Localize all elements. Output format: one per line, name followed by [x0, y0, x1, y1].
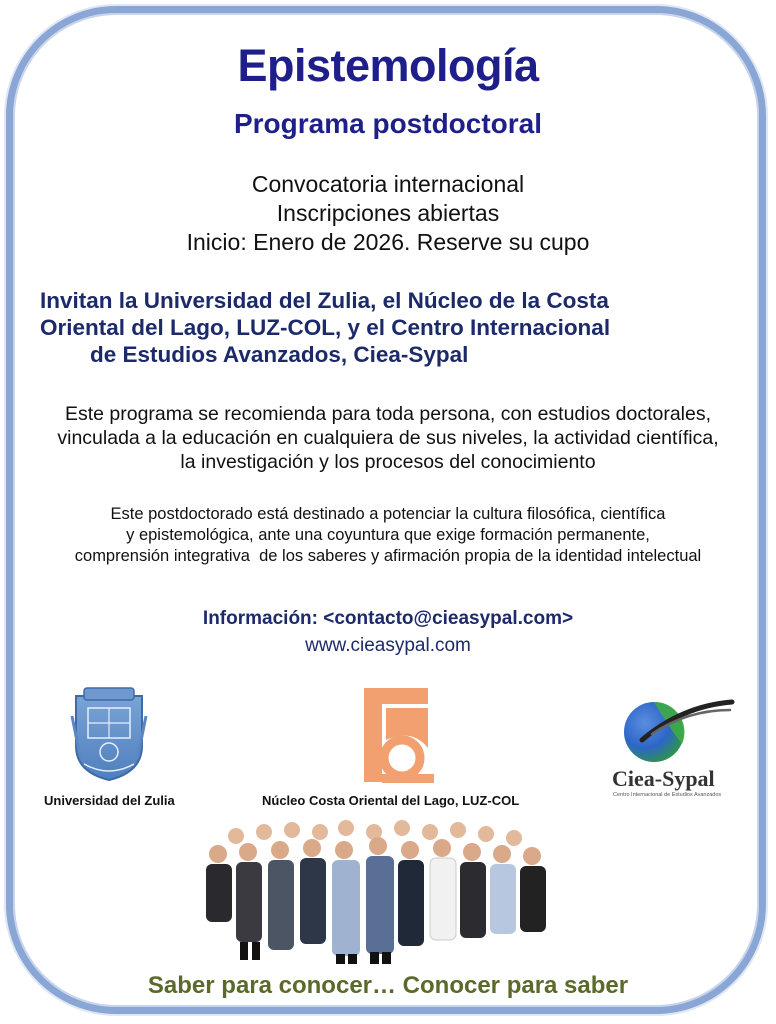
slogan: Saber para conocer… Conocer para saber [147, 972, 629, 999]
call-block [0, 170, 776, 257]
call-line-2: Inscripciones abiertas [276, 200, 500, 226]
ciea-sypal-wordmark: Ciea-Sypal [612, 766, 715, 791]
call-line-1: Convocatoria internacional [251, 171, 525, 197]
call-line-3: Inicio: Enero de 2026. Reserve su cupo [186, 229, 590, 255]
invite-line-1: Invitan la Universidad del Zulia, el Núcleo de la Costa [40, 288, 609, 313]
luz-coat-of-arms-logo [70, 686, 148, 782]
purpose-line-2: y epistemológica, ante una coyuntura que exige formación permanente, [126, 526, 650, 544]
luzcol-logo [362, 688, 436, 786]
page-title: Epistemología [237, 40, 539, 91]
invite-line-2: Oriental del Lago, LUZ-COL, y el Centro Internacional [40, 315, 611, 340]
ciea-sypal-subtitle: Centro Internacional de Estudios Avanzados [613, 792, 722, 798]
invitation-block [40, 287, 740, 368]
luzcol-caption: Núcleo Costa Oriental del Lago, LUZ-COL [262, 793, 520, 808]
recommendation-line-1: Este programa se recomienda para toda persona, con estudios doctorales, [64, 403, 712, 425]
page-subtitle: Programa postdoctoral [233, 108, 543, 139]
luz-caption: Universidad del Zulia [44, 793, 175, 808]
contact-email[interactable]: Información: <contacto@cieasypal.com> [202, 608, 574, 629]
purpose-line-1: Este postdoctorado está destinado a potenciar la cultura filosófica, científica [110, 505, 666, 523]
purpose-line-3: comprensión integrativa de los saberes y afirmación propia de la identidad intelectual [74, 547, 702, 565]
recommendation-line-3: la investigación y los procesos del conocimiento [180, 451, 596, 473]
website-link[interactable]: www.cieasypal.com [305, 635, 471, 656]
ciea-sypal-globe-logo [612, 696, 736, 766]
professionals-group-photo [196, 820, 556, 965]
invite-line-3: de Estudios Avanzados, Ciea-Sypal [90, 342, 469, 367]
recommendation-paragraph [0, 402, 776, 474]
purpose-paragraph [0, 504, 776, 567]
recommendation-line-2: vinculada a la educación en cualquiera de sus niveles, la actividad científica, [57, 427, 719, 449]
